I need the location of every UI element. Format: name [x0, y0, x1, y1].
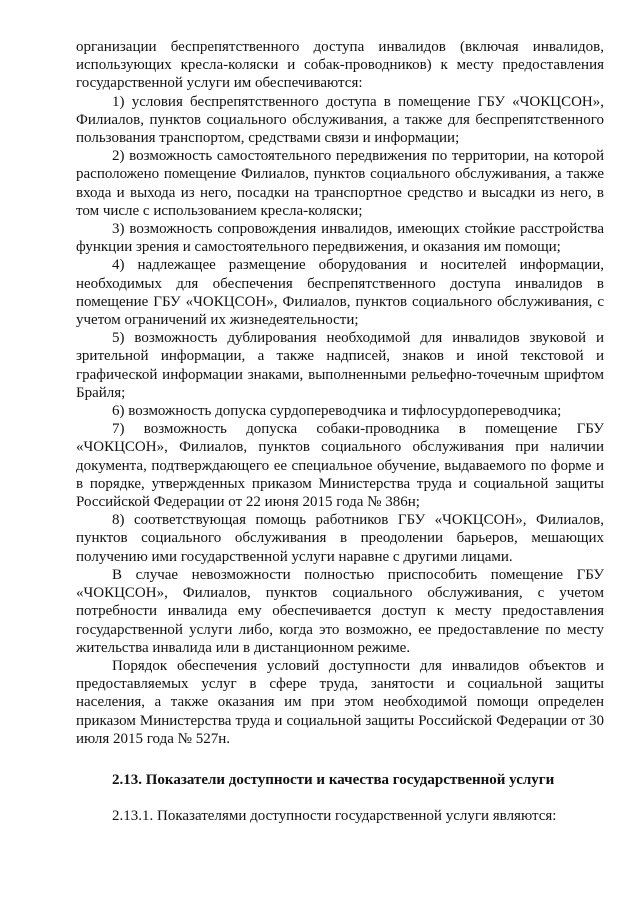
paragraph-impossible-adaptation: В случае невозможности полностью приспособить помещение ГБУ «ЧОКЦСОН», Филиалов, пунктов социального обслуживания, с учетом потребности инвалида ему обеспечивается доступ к месту предоставления государственной услуги либо, когда это возможно, ее предоставление по месту жительства инвалида или в дистанционном режиме. [76, 566, 604, 656]
list-item-5: 5) возможность дублирования необходимой для инвалидов звуковой и зрительной информации, а также надписей, знаков и иной текстовой и графической информации знаками, выполненными рельефно-точечным шрифтом Брайля; [76, 330, 604, 401]
subsection-paragraph: 2.13.1. Показателями доступности государственной услуги являются: [112, 808, 557, 825]
section-heading: 2.13. Показатели доступности и качества государственной услуги [112, 771, 555, 788]
list-item-7: 7) возможность допуска собаки-проводника в помещение ГБУ «ЧОКЦСОН», Филиалов, пунктов социального обслуживания при наличии документа, подтверждающего ее специальное обучение, выдаваемого по форме и в порядке, утвержденных приказом Министерства труда и социальной защиты Российской Федерации от 22 июня 2015 года № 386н; [76, 421, 604, 511]
list-item-6: 6) возможность допуска сурдопереводчика и тифлосурдопереводчика; [112, 403, 562, 420]
list-item-2: 2) возможность самостоятельного передвижения по территории, на которой расположено помещение Филиалов, пунктов социального обслуживания, а также входа и выхода из него, посадки на транспортное средство и высадки из него, в том числе с использованием кресла-коляски; [76, 148, 604, 219]
paragraph-accessibility-order: Порядок обеспечения условий доступности для инвалидов объектов и предоставляемых услуг в сфере труда, занятости и социальной защиты населения, а также оказания им при этом необходимой помощи определен приказом Министерства труда и социальной защиты Российской Федерации от 30 июля 2015 года № 527н. [76, 657, 604, 747]
list-item-8: 8) соответствующая помощь работников ГБУ «ЧОКЦСОН», Филиалов, пунктов социального обслуживания в преодолении барьеров, мешающих получению ими государственной услуги наравне с другими лицами. [76, 512, 604, 565]
list-item-3: 3) возможность сопровождения инвалидов, имеющих стойкие расстройства функции зрения и самостоятельного передвижения, и оказания им помощи; [76, 221, 604, 256]
intro-paragraph: организации беспрепятственного доступа инвалидов (включая инвалидов, использующих кресла-коляски и собак-проводников) к месту предоставления государственной услуги им обеспечиваются: [76, 39, 604, 92]
list-item-4: 4) надлежащее размещение оборудования и носителей информации, необходимых для обеспечения беспрепятственного доступа инвалидов в помещение ГБУ «ЧОКЦСОН», Филиалов, пунктов социального обслуживания, с учетом ограничений их жизнедеятельности; [76, 257, 604, 329]
document-page [76, 38, 604, 825]
list-item-1: 1) условия беспрепятственного доступа в помещение ГБУ «ЧОКЦСОН», Филиалов, пунктов социального обслуживания, а также для беспрепятственного пользования транспортом, средствами связи и информации; [76, 93, 604, 147]
